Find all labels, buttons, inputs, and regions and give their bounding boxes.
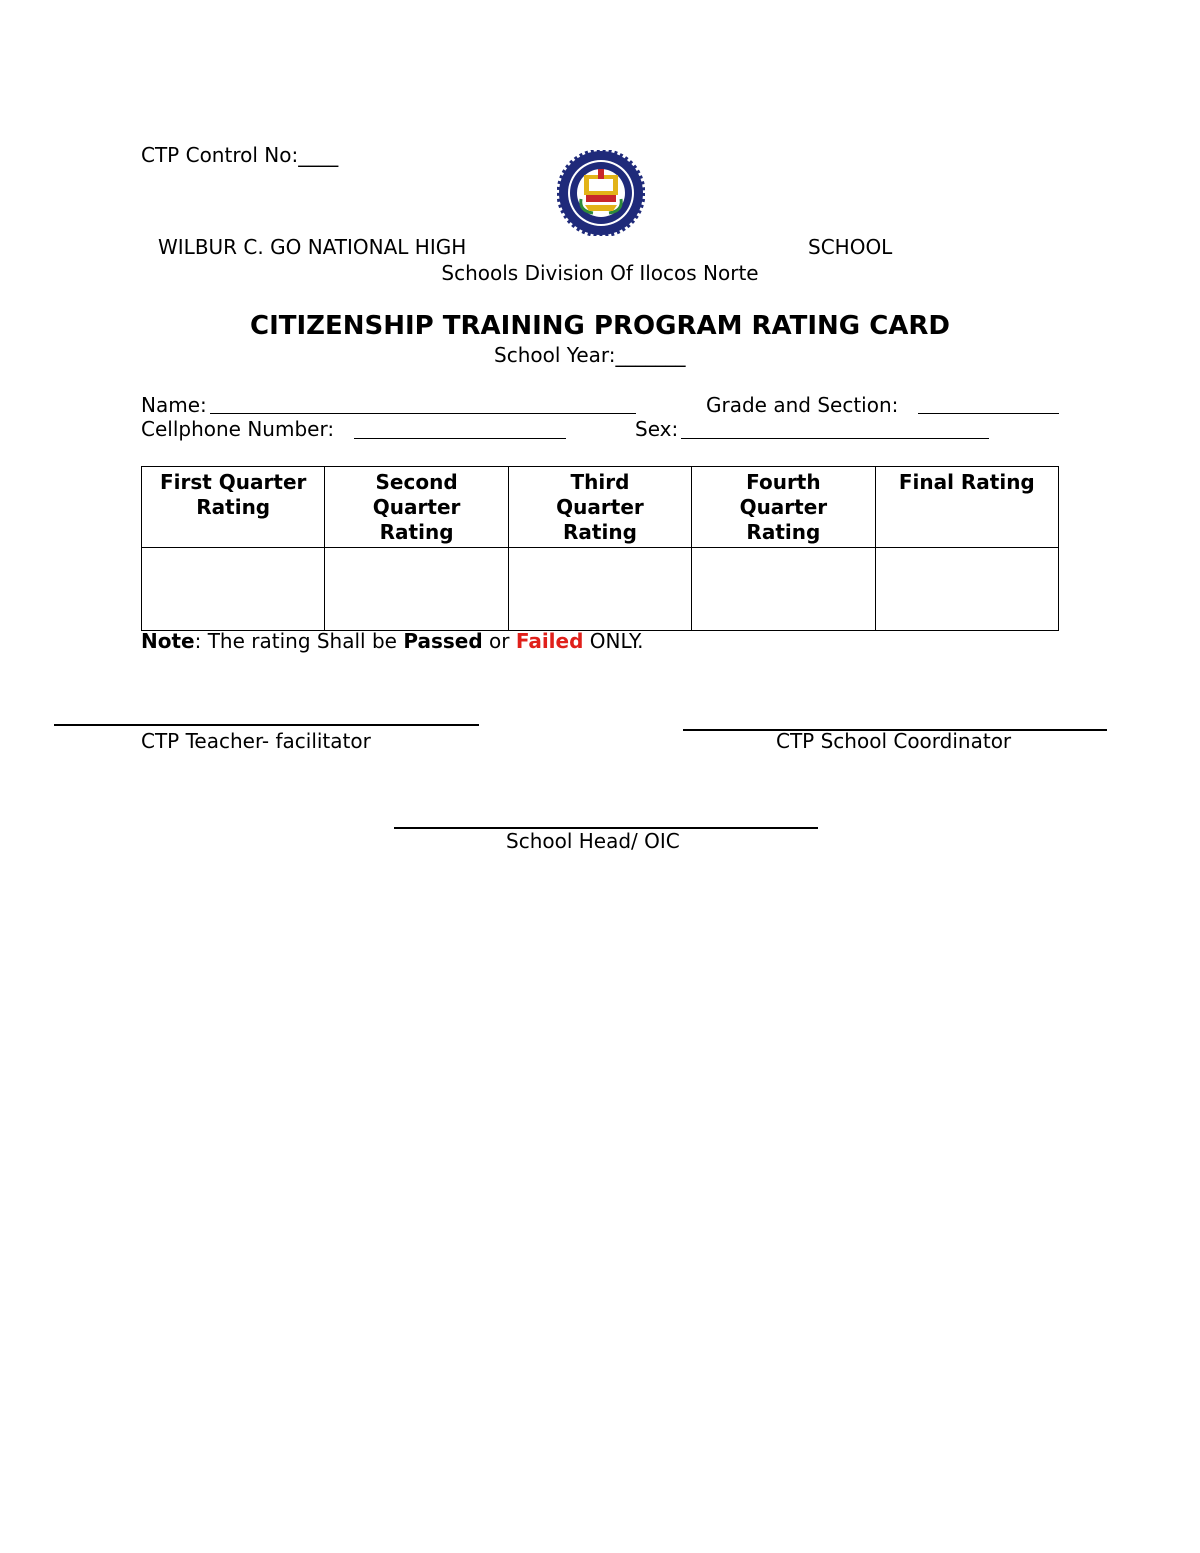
cellphone-label: Cellphone Number: — [141, 417, 335, 441]
note-passed: Passed — [403, 629, 483, 653]
header-second-quarter — [325, 467, 508, 548]
school-head-signature-label: School Head/ OIC — [506, 829, 680, 853]
teacher-signature-line[interactable] — [54, 724, 479, 726]
header-line: First Quarter — [159, 470, 307, 494]
note-text: : The rating Shall be — [194, 629, 404, 653]
header-line: Rating — [563, 520, 637, 544]
header-line: Fourth — [746, 470, 821, 494]
school-seal-icon — [557, 150, 645, 236]
ctp-control-number: CTP Control No:____ — [141, 143, 339, 167]
note-text: or — [482, 629, 516, 653]
header-line: Quarter — [556, 495, 644, 519]
sex-label: Sex: — [635, 417, 679, 441]
final-rating-cell[interactable] — [875, 548, 1058, 631]
school-year-label: School Year:_______ — [494, 343, 686, 367]
header-third-quarter — [508, 467, 691, 548]
header-fourth-quarter — [692, 467, 875, 548]
header-line: Quarter — [372, 495, 461, 519]
third-quarter-cell[interactable] — [508, 548, 691, 631]
second-quarter-cell[interactable] — [325, 548, 508, 631]
fourth-quarter-cell[interactable] — [692, 548, 875, 631]
page-title: CITIZENSHIP TRAINING PROGRAM RATING CARD — [249, 311, 951, 341]
note-label: Note — [141, 629, 195, 653]
header-line: Quarter — [739, 495, 828, 519]
school-name-left: WILBUR C. GO NATIONAL HIGH — [158, 235, 467, 259]
first-quarter-cell[interactable] — [142, 548, 325, 631]
note-failed: Failed — [515, 629, 584, 653]
ratings-table — [141, 466, 1059, 631]
division-name: Schools Division Of Ilocos Norte — [441, 261, 759, 285]
teacher-signature-label: CTP Teacher- facilitator — [141, 729, 371, 753]
cellphone-field-line[interactable] — [354, 438, 566, 439]
header-line: Third — [570, 470, 630, 494]
ratings-header-row — [142, 467, 1059, 548]
header-first-quarter — [142, 467, 325, 548]
rating-note — [141, 629, 643, 653]
grade-section-field-line[interactable] — [918, 413, 1059, 414]
ratings-entry-row — [142, 548, 1059, 631]
coordinator-signature-label: CTP School Coordinator — [776, 729, 1012, 753]
grade-section-label: Grade and Section: — [706, 393, 899, 417]
name-label: Name: — [141, 393, 207, 417]
header-final-rating — [875, 467, 1058, 548]
note-text: ONLY. — [583, 629, 644, 653]
header-line: Rating — [196, 495, 271, 519]
header-line: Second — [375, 470, 458, 494]
header-line: Rating — [746, 520, 821, 544]
name-field-line[interactable] — [210, 413, 636, 414]
header-line: Final Rating — [898, 470, 1035, 494]
school-name-right: SCHOOL — [808, 235, 893, 259]
header-line: Rating — [379, 520, 454, 544]
sex-field-line[interactable] — [681, 438, 989, 439]
